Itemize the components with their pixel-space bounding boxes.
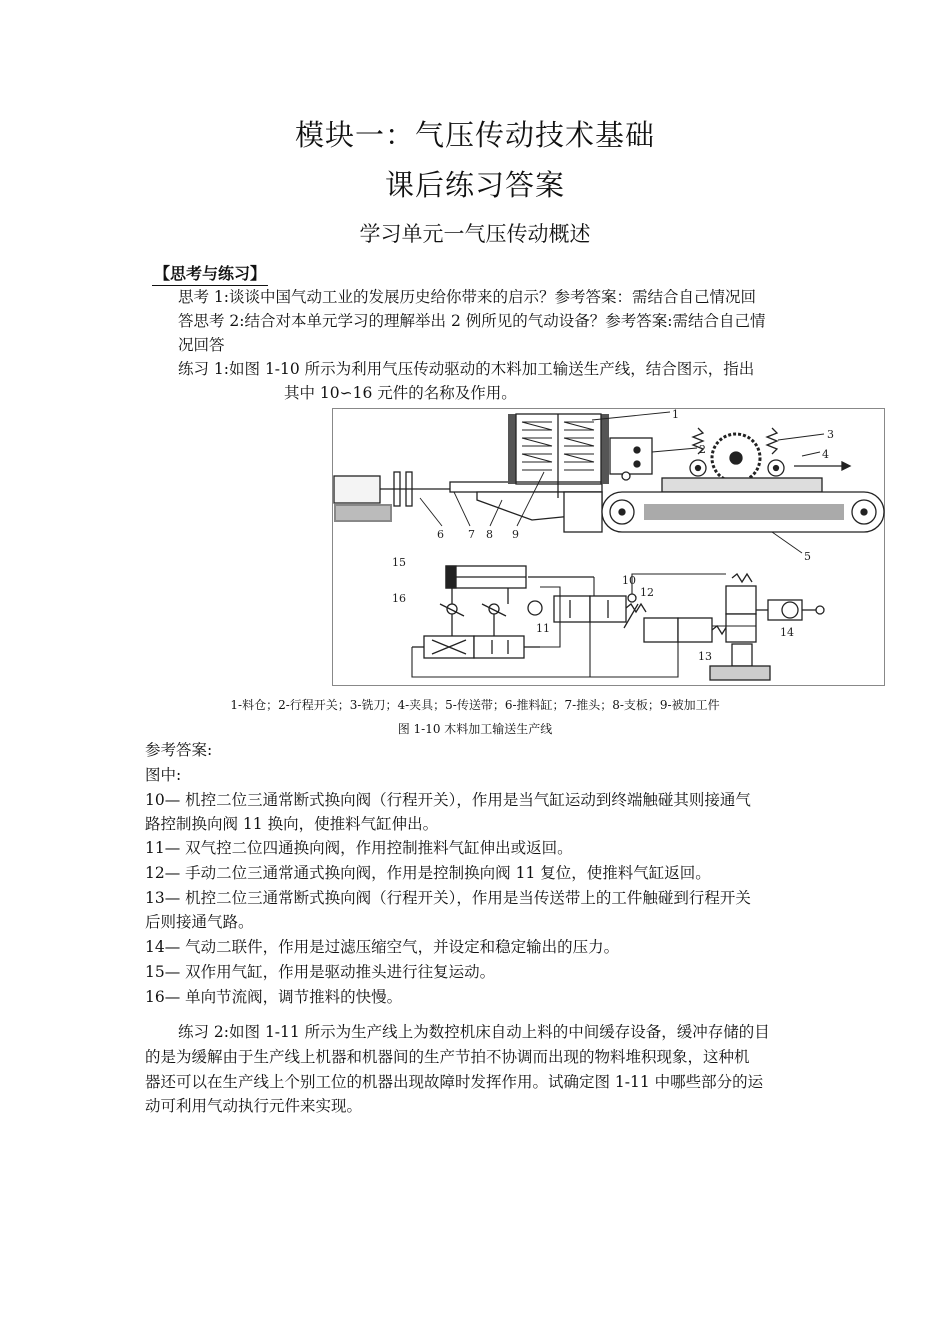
module-title: 模块一：气压传动技术基础 bbox=[294, 118, 655, 152]
exercise2-line: 动可利用气动执行元件来实现。 bbox=[145, 1097, 363, 1115]
figure-legend: 1-料仓；2-行程开关；3-铣刀；4-夹具；5-传送带；6-推料缸；7-推头；8-支板；9-被加工件 bbox=[230, 698, 720, 712]
label-14: 14 bbox=[780, 626, 794, 639]
label-9: 9 bbox=[512, 528, 519, 541]
answer-subtitle: 课后练习答案 bbox=[384, 168, 565, 202]
question-line: 答思考 2:结合对本单元学习的理解举出 2 例所见的气动设备？参考答案:需结合自己情 bbox=[178, 312, 766, 330]
answer-line: 14— 气动二联件，作用是过滤压缩空气，并设定和稳定输出的压力。 bbox=[145, 938, 620, 956]
figure-1-10-diagram bbox=[332, 408, 885, 686]
answer-line: 16— 单向节流阀，调节推料的快慢。 bbox=[145, 988, 403, 1006]
label-8: 8 bbox=[486, 528, 493, 541]
label-3: 3 bbox=[827, 428, 834, 441]
label-6: 6 bbox=[437, 528, 444, 541]
label-16: 16 bbox=[392, 592, 406, 605]
label-5: 5 bbox=[804, 550, 811, 563]
label-15: 15 bbox=[392, 556, 406, 569]
question-line: 况回答 bbox=[178, 336, 225, 354]
figure-caption: 图 1-10 木料加工输送生产线 bbox=[397, 722, 553, 736]
exercise2-line: 器还可以在生产线上个别工位的机器出现故障时发挥作用。试确定图 1-11 中哪些部分的运 bbox=[145, 1073, 764, 1091]
answer-line: 路控制换向阀 11 换向，使推料气缸伸出。 bbox=[145, 815, 439, 833]
answer-line: 10— 机控二位三通常断式换向阀（行程开关），作用是当气缸运动到终端触碰其则接通气 bbox=[145, 791, 751, 809]
label-13: 13 bbox=[698, 650, 712, 663]
answer-line: 15— 双作用气缸，作用是驱动推头进行往复运动。 bbox=[145, 963, 496, 981]
section-heading: 【思考与练习】 bbox=[152, 261, 268, 286]
question-line: 练习 1:如图 1-10 所示为利用气压传动驱动的木料加工输送生产线，结合图示，指出 bbox=[178, 360, 755, 378]
exercise2-line: 的是为缓解由于生产线上机器和机器间的生产节拍不协调而出现的物料堆积现象，这种机 bbox=[145, 1048, 750, 1066]
answer-line: 图中: bbox=[145, 766, 182, 784]
question-line: 其中 10∽16 元件的名称及作用。 bbox=[284, 384, 517, 402]
label-1: 1 bbox=[672, 408, 679, 421]
label-12: 12 bbox=[640, 586, 654, 599]
label-7: 7 bbox=[468, 528, 475, 541]
answer-line: 后则接通气路。 bbox=[145, 913, 254, 931]
unit-title: 学习单元一气压传动概述 bbox=[359, 222, 591, 246]
exercise2-line: 练习 2:如图 1-11 所示为生产线上为数控机床自动上料的中间缓存设备，缓冲存储的目 bbox=[178, 1023, 770, 1041]
answer-line: 11— 双气控二位四通换向阀，作用控制推料气缸伸出或返回。 bbox=[145, 839, 573, 857]
question-line: 思考 1:谈谈中国气动工业的发展历史给你带来的启示？参考答案：需结合自己情况回 bbox=[178, 288, 757, 306]
label-11: 11 bbox=[536, 622, 550, 635]
answer-line: 12— 手动二位三通常通式换向阀，作用是控制换向阀 11 复位，使推料气缸返回。 bbox=[145, 864, 711, 882]
label-2: 2 bbox=[699, 443, 706, 456]
label-4: 4 bbox=[822, 448, 829, 461]
label-10: 10 bbox=[622, 574, 636, 587]
answer-line: 13— 机控二位三通常断式换向阀（行程开关），作用是当传送带上的工件触碰到行程开关 bbox=[145, 889, 751, 907]
answer-line: 参考答案: bbox=[145, 741, 213, 759]
